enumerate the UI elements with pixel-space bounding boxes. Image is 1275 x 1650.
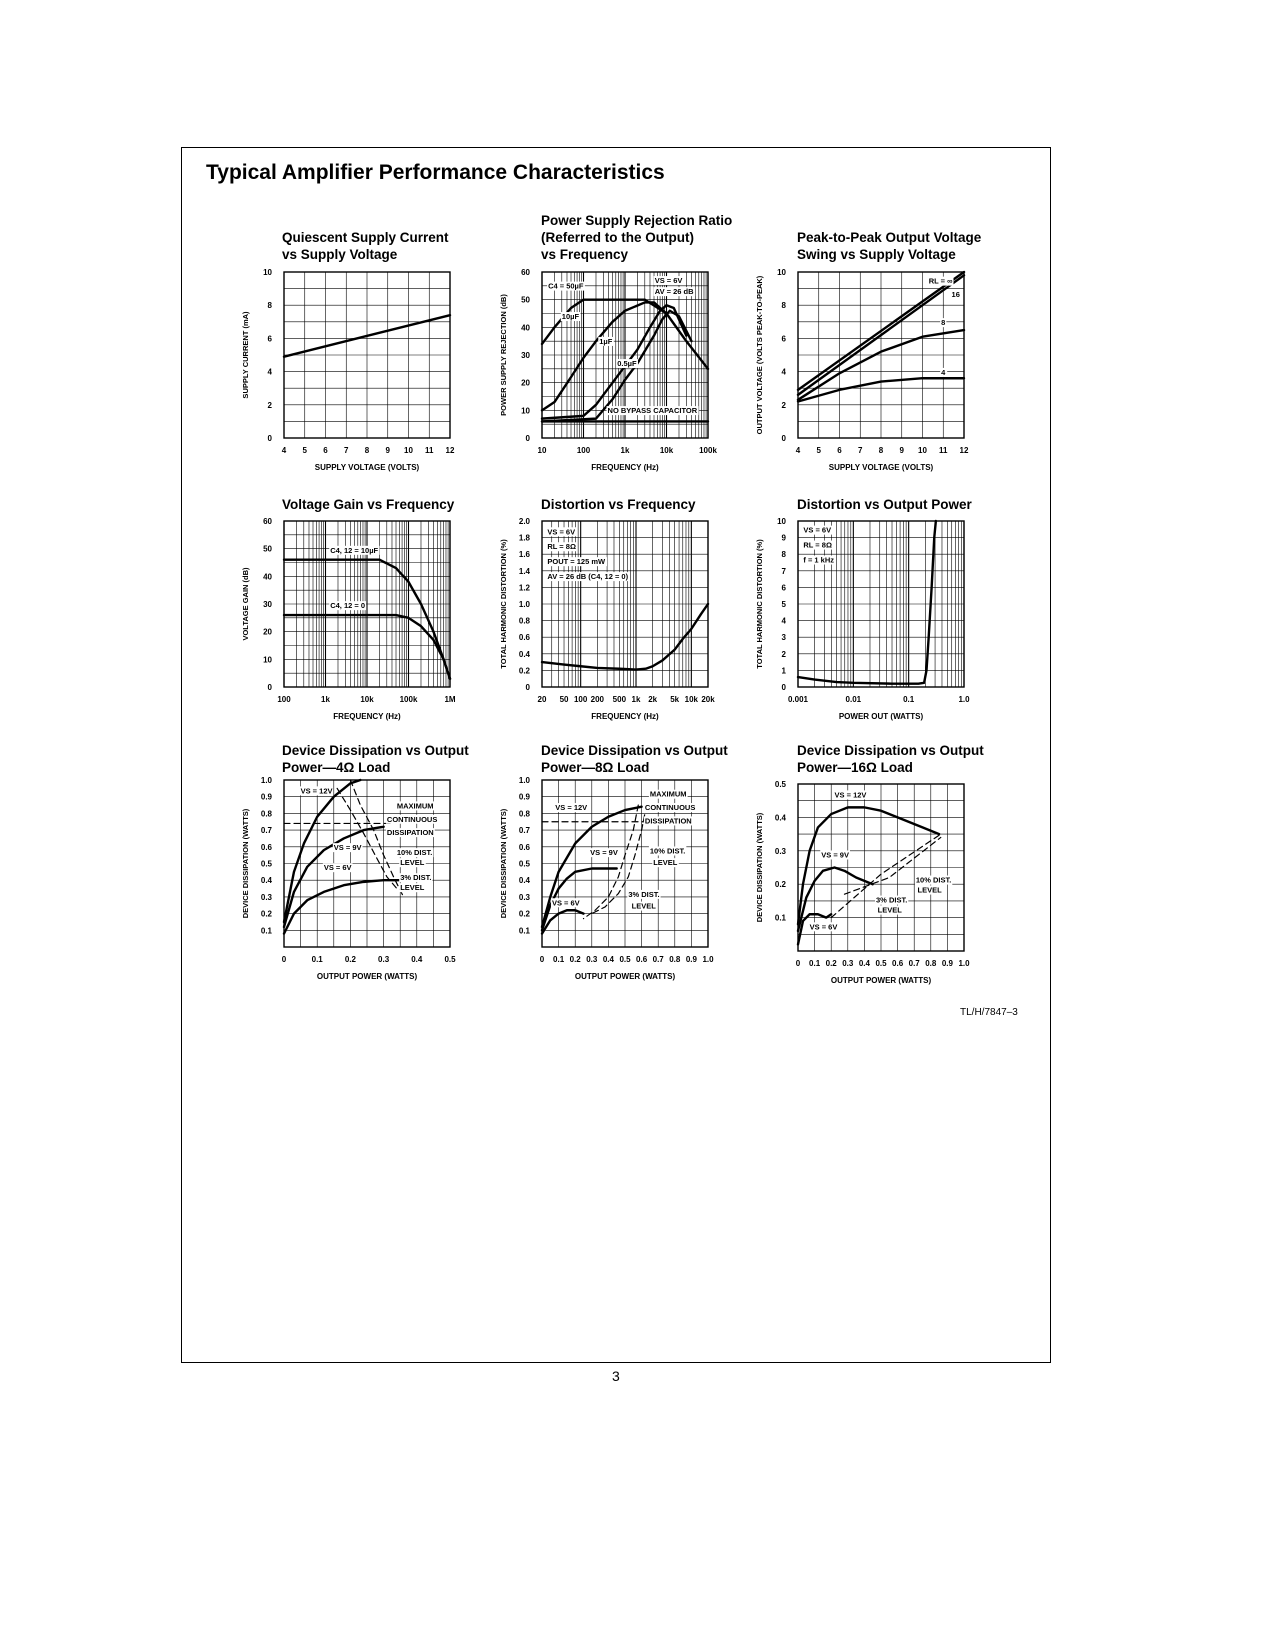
y-axis-label: OUTPUT VOLTAGE (VOLTS PEAK-TO-PEAK) <box>755 275 764 435</box>
chart-annotation: 3% DIST. <box>876 895 908 905</box>
x-axis-label: FREQUENCY (Hz) <box>591 712 659 721</box>
chart-annotation: LEVEL <box>917 885 942 895</box>
y-tick-label: 50 <box>263 544 272 554</box>
x-tick-label: 100k <box>399 695 418 704</box>
chart-annotation: MAXIMUM <box>396 801 434 811</box>
x-tick-label: 50 <box>559 695 569 704</box>
y-axis-label: VOLTAGE GAIN (dB) <box>241 567 250 641</box>
chart-annotation: VS = 12V <box>834 790 867 800</box>
y-tick-label: 20 <box>521 378 530 388</box>
x-axis-label: SUPPLY VOLTAGE (VOLTS) <box>314 463 420 472</box>
y-tick-label: 0.5 <box>260 859 272 869</box>
y-tick-label: 10 <box>777 517 786 526</box>
chart-annotation: AV = 26 dB (C4, 12 = 0) <box>547 572 629 582</box>
x-tick-label: 0.6 <box>636 955 648 964</box>
chart-annotation: LEVEL <box>631 901 656 911</box>
x-tick-label: 1k <box>620 446 630 455</box>
y-tick-label: 2.0 <box>518 517 530 526</box>
y-tick-label: 0.2 <box>518 666 530 676</box>
x-axis-label: SUPPLY VOLTAGE (VOLTS) <box>828 463 934 472</box>
page-title: Typical Amplifier Performance Characteristics <box>206 161 665 184</box>
chart-annotation: LEVEL <box>877 905 902 915</box>
y-tick-label: 0.7 <box>260 826 272 836</box>
y-tick-label: 6 <box>267 334 272 344</box>
y-tick-label: 10 <box>777 268 786 277</box>
y-tick-label: 4 <box>267 367 272 377</box>
x-tick-label: 500 <box>612 695 627 704</box>
x-tick-label: 12 <box>959 446 969 455</box>
x-tick-label: 9 <box>899 446 904 455</box>
x-tick-label: 0.1 <box>553 955 565 964</box>
chart-title-gain: Voltage Gain vs Frequency <box>282 497 455 512</box>
y-axis-label: SUPPLY CURRENT (mA) <box>241 311 250 399</box>
x-tick-label: 0.01 <box>845 695 862 704</box>
x-tick-label: 0.8 <box>925 959 937 968</box>
chart-annotation: VS = 6V <box>323 863 352 873</box>
chart-title-swing: Peak-to-Peak Output Voltage Swing vs Supply Voltage <box>797 230 982 262</box>
x-tick-label: 0.5 <box>875 959 887 968</box>
x-tick-label: 10 <box>918 446 927 455</box>
y-tick-label: 7 <box>781 566 786 576</box>
chart-title-dist-power: Distortion vs Output Power <box>797 497 972 512</box>
chart-annotation: VS = 9V <box>590 848 618 858</box>
chart-annotation: 3% DIST. <box>628 889 660 899</box>
y-tick-label: 1.6 <box>518 550 530 560</box>
y-tick-label: 0.2 <box>260 909 272 919</box>
y-tick-label: 0.9 <box>260 792 272 802</box>
chart-annotation: 10µF <box>561 312 580 322</box>
chart-annotation: LEVEL <box>400 883 425 893</box>
x-tick-label: 10 <box>404 446 413 455</box>
y-tick-label: 0.6 <box>518 842 530 852</box>
x-tick-label: 0.4 <box>858 959 870 968</box>
x-tick-label: 11 <box>425 446 434 455</box>
chart-annotation: 10% DIST. <box>915 875 952 885</box>
x-tick-label: 0.5 <box>619 955 631 964</box>
y-tick-label: 20 <box>263 627 272 637</box>
x-tick-label: 7 <box>858 446 863 455</box>
x-tick-label: 2k <box>648 695 658 704</box>
chart-annotation: CONTINUOUS <box>386 814 438 824</box>
x-tick-label: 0.3 <box>378 955 390 964</box>
chart-title-diss-4: Device Dissipation vs Output Power—4Ω Load <box>282 743 469 775</box>
x-tick-label: 100 <box>573 695 588 704</box>
chart-title-dist-freq: Distortion vs Frequency <box>541 497 696 512</box>
x-tick-label: 0.9 <box>941 959 953 968</box>
chart-annotation: RL = 8Ω <box>803 540 832 550</box>
x-tick-label: 8 <box>878 446 884 455</box>
y-axis-label: DEVICE DISSIPATION (WATTS) <box>241 808 250 919</box>
y-tick-label: 6 <box>781 583 786 593</box>
y-tick-label: 0.2 <box>774 880 786 890</box>
x-tick-label: 100k <box>699 446 717 455</box>
chart-annotation: VS = 12V <box>555 803 588 813</box>
x-tick-label: 4 <box>795 446 801 455</box>
chart-annotation: VS = 12V <box>300 786 333 796</box>
y-tick-label: 3 <box>781 633 786 643</box>
x-tick-label: 20 <box>537 695 547 704</box>
y-tick-label: 8 <box>781 301 786 311</box>
x-tick-label: 12 <box>445 446 455 455</box>
x-tick-label: 0.4 <box>602 955 614 964</box>
x-tick-label: 0.1 <box>903 695 915 704</box>
x-tick-label: 1k <box>321 695 330 704</box>
x-tick-label: 0.2 <box>825 959 837 968</box>
x-tick-label: 10k <box>360 695 374 704</box>
x-axis-label: OUTPUT POWER (WATTS) <box>316 972 418 981</box>
x-tick-label: 0.2 <box>569 955 581 964</box>
y-tick-label: 0 <box>525 683 530 692</box>
y-tick-label: 0.4 <box>260 876 272 886</box>
chart-annotation: 3% DIST. <box>400 873 432 883</box>
page-number: 3 <box>612 1368 620 1384</box>
x-tick-label: 0 <box>281 955 287 964</box>
y-tick-label: 0 <box>781 434 786 443</box>
y-axis-label: POWER SUPPLY REJECTION (dB) <box>499 294 508 416</box>
chart-annotation: DISSIPATION <box>644 816 692 826</box>
y-tick-label: 50 <box>521 295 530 305</box>
y-tick-label: 6 <box>781 334 786 344</box>
x-axis-label: OUTPUT POWER (WATTS) <box>830 976 932 985</box>
y-tick-label: 40 <box>521 323 530 333</box>
x-tick-label: 100 <box>277 695 291 704</box>
chart-annotation: POUT = 125 mW <box>547 557 606 567</box>
y-tick-label: 0 <box>267 434 272 443</box>
x-tick-label: 0.1 <box>311 955 323 964</box>
y-tick-label: 30 <box>263 600 272 609</box>
y-tick-label: 10 <box>263 268 272 277</box>
y-tick-label: 10 <box>521 406 530 416</box>
chart-annotation: f = 1 kHz <box>803 555 835 565</box>
x-tick-label: 0.9 <box>685 955 697 964</box>
chart-annotation: VS = 9V <box>821 850 849 860</box>
x-tick-label: 1.0 <box>958 959 970 968</box>
y-tick-label: 2 <box>267 400 272 410</box>
y-tick-label: 0.3 <box>518 892 530 902</box>
y-axis-label: TOTAL HARMONIC DISTORTION (%) <box>755 539 764 669</box>
x-tick-label: 200 <box>590 695 605 704</box>
chart-annotation: CONTINUOUS <box>644 803 696 813</box>
y-tick-label: 0.6 <box>260 842 272 852</box>
x-tick-label: 0.3 <box>842 959 854 968</box>
y-tick-label: 5 <box>781 600 786 609</box>
y-tick-label: 1.0 <box>518 776 530 785</box>
y-tick-label: 4 <box>781 367 786 377</box>
y-tick-label: 60 <box>521 268 530 277</box>
chart-annotation: VS = 6V <box>547 527 576 537</box>
x-tick-label: 5k <box>670 695 680 704</box>
y-tick-label: 1.4 <box>518 566 530 576</box>
x-tick-label: 8 <box>364 446 370 455</box>
x-axis-label: FREQUENCY (Hz) <box>333 712 401 721</box>
y-tick-label: 0.1 <box>518 926 530 936</box>
chart-title-psrr: Power Supply Rejection Ratio (Referred to the Output) vs Frequency <box>541 213 733 262</box>
y-tick-label: 0.4 <box>518 649 530 659</box>
y-axis-label: DEVICE DISSIPATION (WATTS) <box>755 812 764 923</box>
y-axis-label: TOTAL HARMONIC DISTORTION (%) <box>499 539 508 669</box>
y-tick-label: 4 <box>781 616 786 626</box>
chart-annotation: VS = 6V <box>809 922 838 932</box>
y-tick-label: 0.7 <box>518 826 530 836</box>
y-tick-label: 0.1 <box>260 926 272 936</box>
y-tick-label: 1.0 <box>518 600 530 609</box>
x-tick-label: 6 <box>837 446 842 455</box>
x-tick-label: 0.1 <box>809 959 821 968</box>
x-tick-label: 0.8 <box>669 955 681 964</box>
y-tick-label: 2 <box>781 649 786 659</box>
x-axis-label: OUTPUT POWER (WATTS) <box>574 972 676 981</box>
chart-annotation: 1µF <box>599 336 613 346</box>
y-tick-label: 40 <box>263 572 272 582</box>
chart-annotation: 8 <box>941 318 946 328</box>
chart-annotation: NO BYPASS CAPACITOR <box>607 406 698 416</box>
y-tick-label: 0 <box>781 683 786 692</box>
y-tick-label: 0.4 <box>774 813 786 823</box>
x-tick-label: 1M <box>444 695 456 704</box>
y-tick-label: 0.4 <box>518 876 530 886</box>
x-tick-label: 6 <box>323 446 328 455</box>
chart-annotation: C4 = 50µF <box>548 281 584 291</box>
chart-annotation: RL = 8Ω <box>547 542 576 552</box>
y-tick-label: 9 <box>781 533 786 543</box>
x-tick-label: 10k <box>659 446 674 455</box>
x-tick-label: 4 <box>281 446 287 455</box>
y-tick-label: 0.5 <box>774 780 786 789</box>
y-tick-label: 60 <box>263 517 272 526</box>
x-tick-label: 0.001 <box>787 695 809 704</box>
y-tick-label: 0.8 <box>518 809 530 819</box>
y-tick-label: 0.2 <box>518 909 530 919</box>
y-axis-label: DEVICE DISSIPATION (WATTS) <box>499 808 508 919</box>
chart-annotation: LEVEL <box>653 858 678 868</box>
chart-annotation: C4, 12 = 10µF <box>330 545 379 555</box>
chart-annotation: DISSIPATION <box>386 828 434 838</box>
x-tick-label: 5 <box>302 446 307 455</box>
chart-title-diss-16: Device Dissipation vs Output Power—16Ω Load <box>797 743 984 775</box>
y-tick-label: 1.2 <box>518 583 530 593</box>
x-tick-label: 1k <box>631 695 641 704</box>
y-tick-label: 1.0 <box>260 776 272 785</box>
x-tick-label: 5 <box>816 446 821 455</box>
chart-title-quiescent: Quiescent Supply Current vs Supply Voltage <box>282 230 449 262</box>
x-tick-label: 0.3 <box>586 955 598 964</box>
chart-annotation: 10% DIST. <box>396 848 433 858</box>
x-tick-label: 100 <box>576 446 591 455</box>
y-tick-label: 0.8 <box>260 809 272 819</box>
x-tick-label: 0.6 <box>892 959 904 968</box>
chart-annotation: 4 <box>941 367 946 377</box>
y-tick-label: 0.8 <box>518 616 530 626</box>
chart-annotation: VS = 6V <box>551 898 580 908</box>
series-line <box>798 807 939 924</box>
chart-annotation: VS = 9V <box>333 843 362 853</box>
x-tick-label: 10 <box>537 446 547 455</box>
x-tick-label: 9 <box>385 446 390 455</box>
x-axis-label: POWER OUT (WATTS) <box>838 712 924 721</box>
y-tick-label: 30 <box>521 351 530 360</box>
y-tick-label: 0.6 <box>518 633 530 643</box>
x-tick-label: 20k <box>701 695 715 704</box>
chart-annotation: VS = 6V <box>654 276 683 286</box>
chart-annotation: 16 <box>951 289 960 299</box>
chart-annotation: 0.5µF <box>617 359 637 369</box>
x-tick-label: 0.5 <box>444 955 456 964</box>
chart-annotation: MAXIMUM <box>649 789 687 799</box>
x-tick-label: 0.4 <box>411 955 423 964</box>
chart-title-diss-8: Device Dissipation vs Output Power—8Ω Load <box>541 743 728 775</box>
y-tick-label: 0.5 <box>518 859 530 869</box>
y-tick-label: 1.8 <box>518 533 530 543</box>
x-tick-label: 0 <box>539 955 545 964</box>
figure-reference-code: TL/H/7847–3 <box>960 1007 1018 1018</box>
y-tick-label: 8 <box>267 301 272 311</box>
x-axis-label: FREQUENCY (Hz) <box>591 463 659 472</box>
x-tick-label: 0.7 <box>652 955 664 964</box>
y-tick-label: 0 <box>525 434 530 443</box>
chart-annotation: 10% DIST. <box>649 846 686 856</box>
x-tick-label: 7 <box>344 446 349 455</box>
chart-annotation: VS = 6V <box>803 525 832 535</box>
x-tick-label: 0 <box>795 959 801 968</box>
y-tick-label: 1 <box>781 666 786 676</box>
y-tick-label: 0.3 <box>774 846 786 856</box>
y-tick-label: 2 <box>781 400 786 410</box>
y-tick-label: 0.3 <box>260 892 272 902</box>
chart-annotation: AV = 26 dB <box>654 287 694 297</box>
x-tick-label: 11 <box>939 446 948 455</box>
y-tick-label: 8 <box>781 550 786 560</box>
chart-annotation: LEVEL <box>400 858 425 868</box>
x-tick-label: 0.7 <box>908 959 920 968</box>
x-tick-label: 1.0 <box>958 695 970 704</box>
y-tick-label: 0 <box>267 683 272 692</box>
x-tick-label: 1.0 <box>702 955 714 964</box>
chart-annotation: RL = ∞ <box>928 276 953 286</box>
chart-annotation: C4, 12 = 0 <box>330 601 366 611</box>
y-tick-label: 10 <box>263 655 272 665</box>
y-tick-label: 0.9 <box>518 792 530 802</box>
x-tick-label: 10k <box>684 695 699 704</box>
y-tick-label: 0.1 <box>774 913 786 923</box>
x-tick-label: 0.2 <box>344 955 356 964</box>
